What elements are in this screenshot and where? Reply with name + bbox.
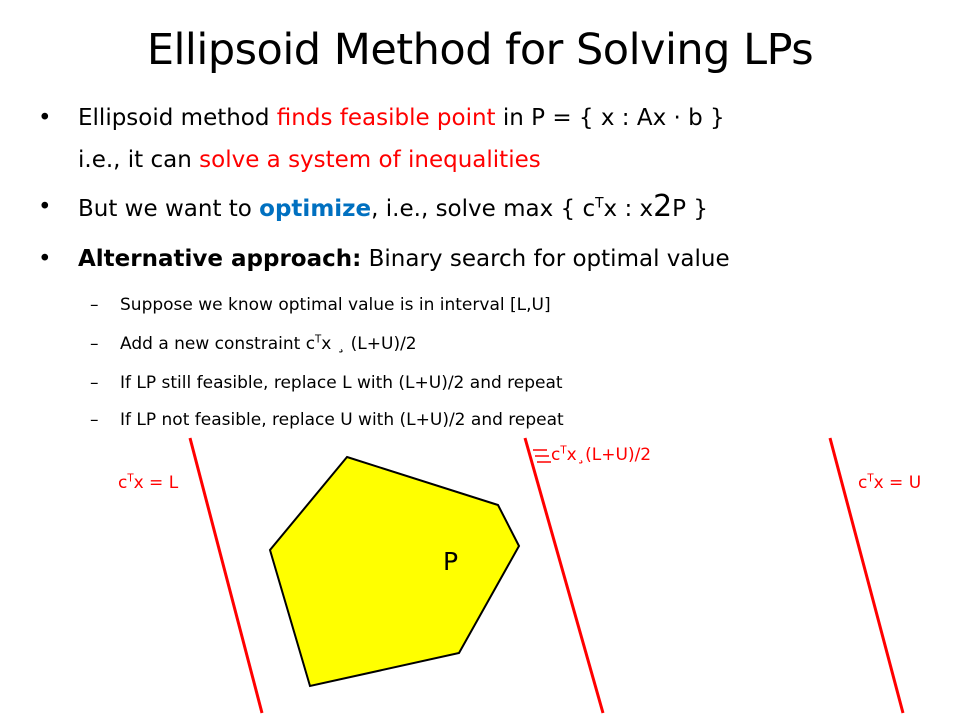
sub-bullet-marker: –	[90, 295, 99, 315]
feasible-region-polygon	[270, 457, 519, 686]
bullet-1-text-pre: Ellipsoid method	[78, 105, 277, 131]
sub-bullet-2-text-post: x ¸ (L+U)/2	[321, 334, 417, 354]
label-lower-sup: T	[127, 473, 134, 485]
bullet-2-superscript: T	[595, 195, 604, 212]
bullet-2-text-mid: , i.e., solve max { c	[371, 196, 596, 222]
bullet-marker: •	[38, 105, 52, 131]
bullet-marker: •	[38, 246, 52, 272]
bullet-marker: •	[38, 194, 52, 220]
bullet-2-text-post: x : x	[603, 196, 654, 222]
constraint-line-lower	[190, 438, 262, 713]
sub-bullet-marker: –	[90, 334, 99, 354]
label-lower-pre: c	[118, 473, 128, 493]
bullet-1-text-mid: in P = { x : Ax · b }	[495, 105, 725, 131]
bullet-2-highlight: optimize	[259, 196, 372, 222]
sub-bullet-1-text: Suppose we know optimal value is in interval [L,U]	[120, 295, 551, 315]
label-upper-post: x = U	[873, 473, 922, 493]
bullet-2-element-of: 2	[653, 189, 673, 224]
label-middle-post: x¸(L+U)/2	[566, 445, 652, 465]
label-lower-post: x = L	[133, 473, 179, 493]
bullet-2-text-pre: But we want to	[78, 196, 260, 222]
label-midpoint	[551, 444, 651, 466]
bullet-1-highlight-2: solve a system of inequalities	[199, 147, 541, 173]
label-lower-bound	[118, 472, 178, 494]
sub-bullet-4-text: If LP not feasible, replace U with (L+U)/2 and repeat	[120, 410, 564, 430]
bullet-1-line2-pre: i.e., it can	[78, 147, 200, 173]
sub-bullet-marker: –	[90, 410, 99, 430]
constraint-line-middle	[525, 438, 603, 713]
sub-bullet-3-text: If LP still feasible, replace L with (L+U)/2 and repeat	[120, 373, 563, 393]
label-upper-bound	[858, 472, 921, 494]
slide-title: Ellipsoid Method for Solving LPs	[146, 25, 814, 75]
bullet-3-bold: Alternative approach:	[78, 246, 362, 272]
label-upper-sup: T	[867, 473, 874, 485]
bullet-3-text: Binary search for optimal value	[361, 246, 730, 272]
sub-bullet-2-text-pre: Add a new constraint c	[120, 334, 316, 354]
label-middle-pre: c	[551, 445, 561, 465]
sub-bullet-marker: –	[90, 373, 99, 393]
bullet-2-text-end: P }	[672, 196, 708, 222]
label-middle-sup: T	[560, 445, 567, 457]
polygon-label: P	[443, 547, 459, 576]
bullet-1-highlight-1: finds feasible point	[276, 105, 496, 131]
label-upper-pre: c	[858, 473, 868, 493]
sub-bullet-2-superscript: T	[315, 334, 322, 346]
